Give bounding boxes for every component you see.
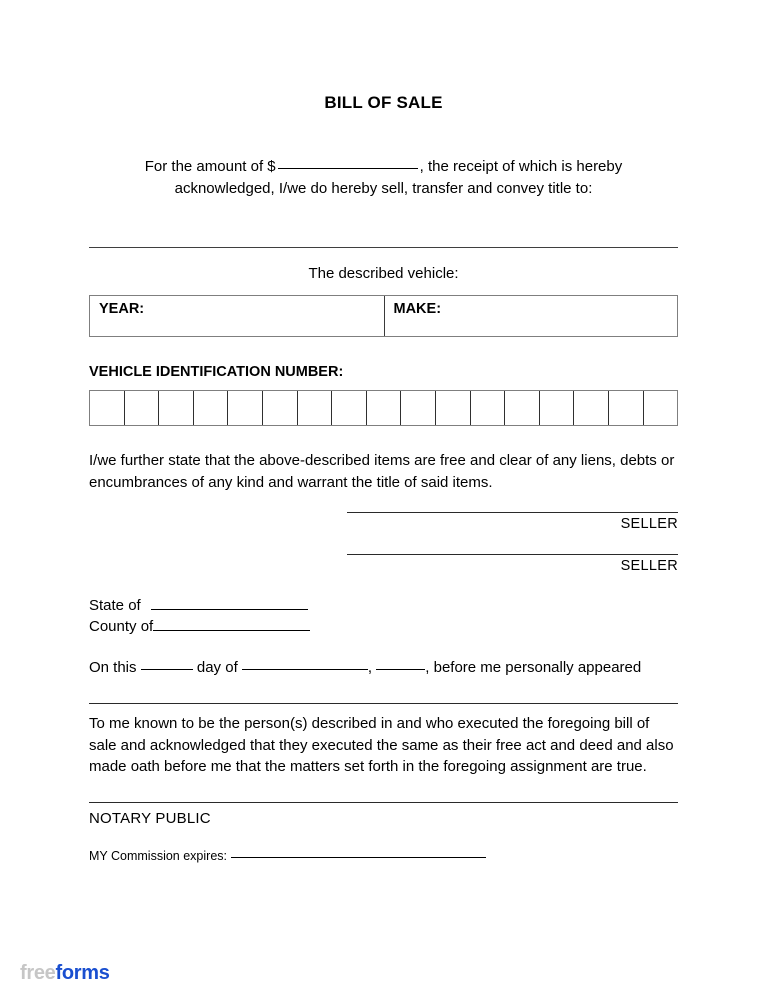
vin-cell[interactable] <box>332 391 367 425</box>
commission-expires-blank[interactable] <box>231 857 486 858</box>
vin-cell[interactable] <box>298 391 333 425</box>
commission-expires-row <box>89 849 678 863</box>
vin-cell[interactable] <box>125 391 160 425</box>
state-input-blank[interactable] <box>151 596 308 610</box>
buyer-name-line[interactable] <box>89 247 678 248</box>
appeared-person-line[interactable] <box>89 703 678 704</box>
seller-signature-line-1[interactable] <box>347 512 678 513</box>
vin-cell[interactable] <box>609 391 644 425</box>
commission-expires-label: MY Commission expires: <box>89 848 228 863</box>
month-blank-field[interactable] <box>242 669 368 670</box>
logo-text-forms: forms <box>55 962 110 984</box>
logo-text-free: free <box>20 962 56 984</box>
vin-cell[interactable] <box>90 391 125 425</box>
seller-label-2: SELLER <box>620 558 678 574</box>
vehicle-make-label: MAKE: <box>393 301 442 317</box>
state-county-group <box>89 595 678 637</box>
notary-public-label: NOTARY PUBLIC <box>89 809 211 827</box>
vin-cell[interactable] <box>505 391 540 425</box>
before-me-text: , before me personally appeared <box>425 659 642 676</box>
county-input-blank[interactable] <box>153 617 310 631</box>
described-vehicle-label: The described vehicle: <box>308 265 459 282</box>
notary-acknowledgment-paragraph: To me known to be the person(s) described in and who executed the foregoing bill of sale and acknowledged that they executed the same as their free act and deed and also made oath before me that the matters set forth in the foregoing assignment are true. <box>89 715 674 775</box>
freeforms-logo <box>20 962 110 985</box>
vin-cell[interactable] <box>471 391 506 425</box>
state-row <box>89 595 678 616</box>
vehicle-year-label: YEAR: <box>99 301 145 317</box>
vin-cell[interactable] <box>263 391 298 425</box>
date-comma: , <box>367 659 373 676</box>
vin-cell[interactable] <box>159 391 194 425</box>
notary-signature-line[interactable] <box>89 802 678 803</box>
seller-signature-block-1 <box>347 512 678 532</box>
day-of-label: day of <box>196 659 238 676</box>
vin-cell[interactable] <box>194 391 229 425</box>
vehicle-year-cell[interactable] <box>90 296 384 336</box>
vin-cell[interactable] <box>540 391 575 425</box>
day-blank-field[interactable] <box>141 669 193 670</box>
vehicle-table <box>89 295 678 337</box>
year-blank-field[interactable] <box>376 669 425 670</box>
state-label: State of <box>89 597 141 614</box>
vehicle-make-cell[interactable] <box>384 296 678 336</box>
intro-amount-suffix: , the receipt of which is hereby <box>419 158 623 175</box>
seller-signature-line-2[interactable] <box>347 554 678 555</box>
document-content <box>89 0 678 863</box>
seller-label-1: SELLER <box>620 516 678 532</box>
intro-amount-prefix: For the amount of $ <box>144 158 276 175</box>
vin-cell[interactable] <box>644 391 678 425</box>
vin-table <box>89 390 678 426</box>
appearance-date-line <box>89 659 678 676</box>
vin-cell[interactable] <box>401 391 436 425</box>
county-label: County of <box>89 618 154 635</box>
liens-paragraph: I/we further state that the above-described items are free and clear of any liens, debts or encumbrances of any kind and warrant the title of said items. <box>89 452 675 491</box>
vin-cell[interactable] <box>228 391 263 425</box>
amount-blank-field[interactable] <box>278 168 418 169</box>
on-this-prefix: On this <box>89 659 137 676</box>
intro-line-two: acknowledged, I/we do hereby sell, transfer and convey title to: <box>174 180 593 197</box>
vin-cell[interactable] <box>574 391 609 425</box>
vin-cell[interactable] <box>436 391 471 425</box>
intro-paragraph <box>89 156 678 200</box>
page-title: BILL OF SALE <box>324 93 443 112</box>
vin-label: VEHICLE IDENTIFICATION NUMBER: <box>89 364 344 380</box>
vin-cell[interactable] <box>367 391 402 425</box>
county-row <box>89 616 678 637</box>
seller-signature-block-2 <box>347 554 678 574</box>
